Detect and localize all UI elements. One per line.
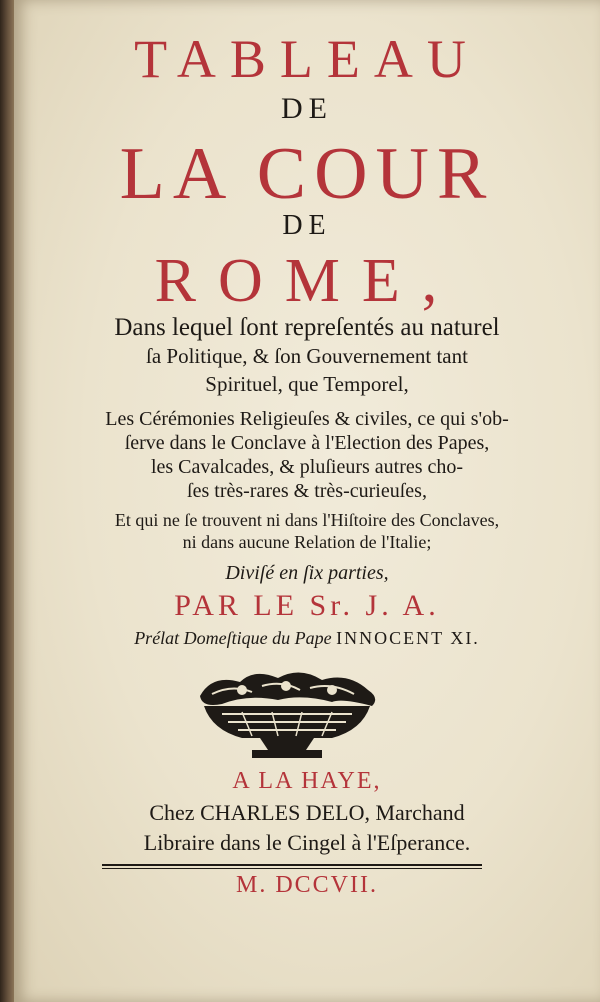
prelat-line: [14, 628, 600, 649]
imprint-publisher: Chez CHARLES DELO, Marchand: [149, 800, 465, 825]
author-line: PAR LE Sr. J. A.: [174, 589, 440, 622]
body-line-4: Les Cérémonies Religieuſes & civiles, ce qui s'ob-: [105, 408, 509, 430]
flower-basket-ornament: [182, 668, 392, 760]
title-de-1: DE: [281, 92, 333, 125]
imprint-address: Libraire dans le Cingel à l'Eſperance.: [143, 830, 471, 855]
body-line-6: les Cavalcades, & pluſieurs autres cho-: [150, 456, 464, 478]
rule-thin: [102, 868, 482, 869]
title-rome: ROME,: [154, 247, 460, 315]
body-line-7: ſes très-rares & très-curieuſes,: [187, 480, 427, 502]
body-line-5: ſerve dans le Conclave à l'Election des Papes,: [124, 432, 490, 454]
body-line-8: Et qui ne ſe trouvent ni dans l'Hiſtoire des Conclaves,: [114, 510, 500, 530]
prelat-text: Prélat Domeſtique du Pape: [134, 628, 332, 648]
body-line-9: ni dans aucune Relation de l'Italie;: [182, 532, 432, 552]
book-spine: [0, 0, 14, 1002]
title-de-2: DE: [282, 210, 332, 241]
rule-thick: [102, 864, 482, 866]
divise-line: Diviſé en ſix parties,: [225, 562, 389, 584]
pope-name: INNOCENT XI.: [336, 628, 480, 648]
body-line-1: Dans lequel ſont repreſentés au naturel: [114, 314, 500, 341]
body-line-3: Spirituel, que Temporel,: [205, 372, 409, 396]
title-tableau: TABLEAU: [134, 29, 480, 89]
imprint-city: A LA HAYE,: [232, 768, 382, 794]
title-page: [14, 0, 600, 1002]
publication-date: M. DCCVII.: [235, 872, 378, 898]
body-line-2: ſa Politique, & ſon Gouvernement tant: [146, 344, 468, 368]
title-la-cour: LA COUR: [119, 133, 495, 215]
